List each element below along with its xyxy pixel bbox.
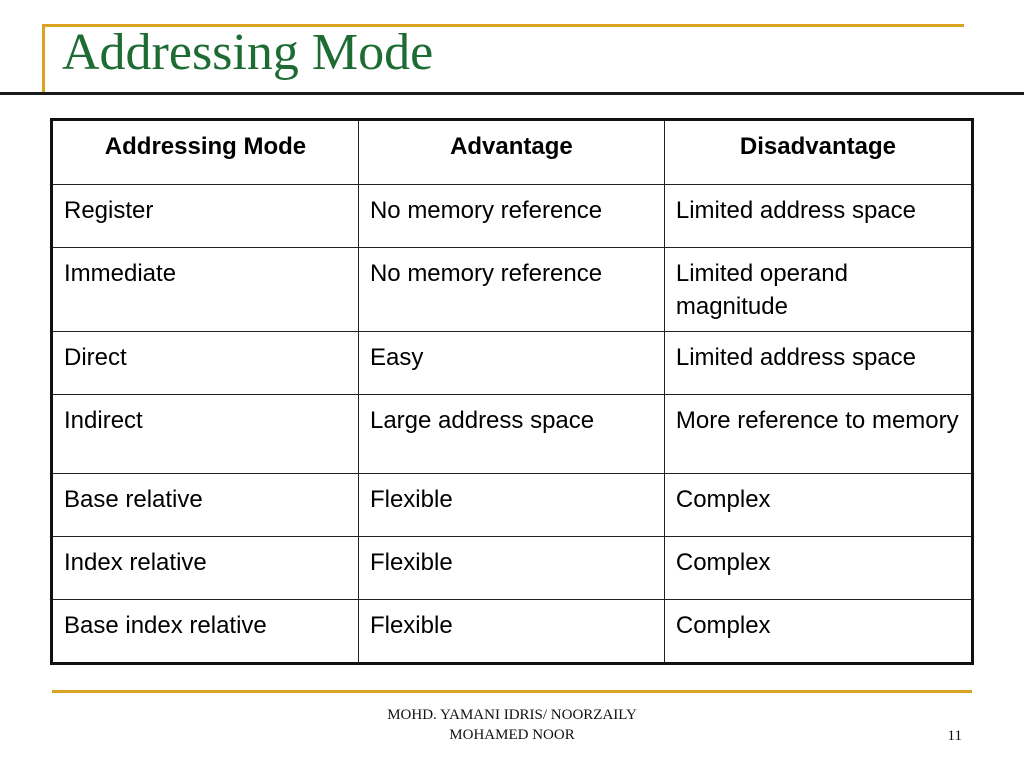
cell-advantage: Flexible [358,537,664,600]
cell-mode: Immediate [52,248,359,332]
cell-disadvantage: Complex [664,537,972,600]
cell-advantage: Flexible [358,474,664,537]
cell-advantage: Large address space [358,395,664,474]
table-row [52,474,973,537]
table-row [52,185,973,248]
cell-advantage: No memory reference [358,185,664,248]
cell-mode: Base index relative [52,600,359,664]
cell-mode: Register [52,185,359,248]
table-header-row [52,120,973,185]
footer-author-line-2: MOHAMED NOOR [449,726,575,743]
cell-mode: Direct [52,332,359,395]
footer-accent-rule [52,690,972,693]
cell-mode: Index relative [52,537,359,600]
table-row [52,395,973,474]
page-number: 11 [947,728,962,744]
cell-disadvantage: Complex [664,474,972,537]
column-header-disadvantage: Disadvantage [664,120,972,185]
title-underline-rule [0,92,1024,95]
footer-author-line-1: MOHD. YAMANI IDRIS/ NOORZAILY [387,707,637,723]
cell-advantage: Easy [358,332,664,395]
cell-disadvantage: Complex [664,600,972,664]
cell-disadvantage: More reference to memory [664,395,972,474]
column-header-addressing-mode: Addressing Mode [52,120,359,185]
cell-mode: Base relative [52,474,359,537]
cell-advantage: Flexible [358,600,664,664]
cell-disadvantage: Limited operand magnitude [664,248,972,332]
cell-advantage: No memory reference [358,248,664,332]
cell-disadvantage: Limited address space [664,332,972,395]
slide-title: Addressing Mode [62,24,434,81]
table-row [52,537,973,600]
table-row [52,332,973,395]
addressing-mode-table [50,118,974,665]
cell-disadvantage: Limited address space [664,185,972,248]
column-header-advantage: Advantage [358,120,664,185]
cell-mode: Indirect [52,395,359,474]
table-row [52,600,973,664]
footer-author [362,706,662,745]
accent-vertical-rule [42,24,45,94]
table-row [52,248,973,332]
